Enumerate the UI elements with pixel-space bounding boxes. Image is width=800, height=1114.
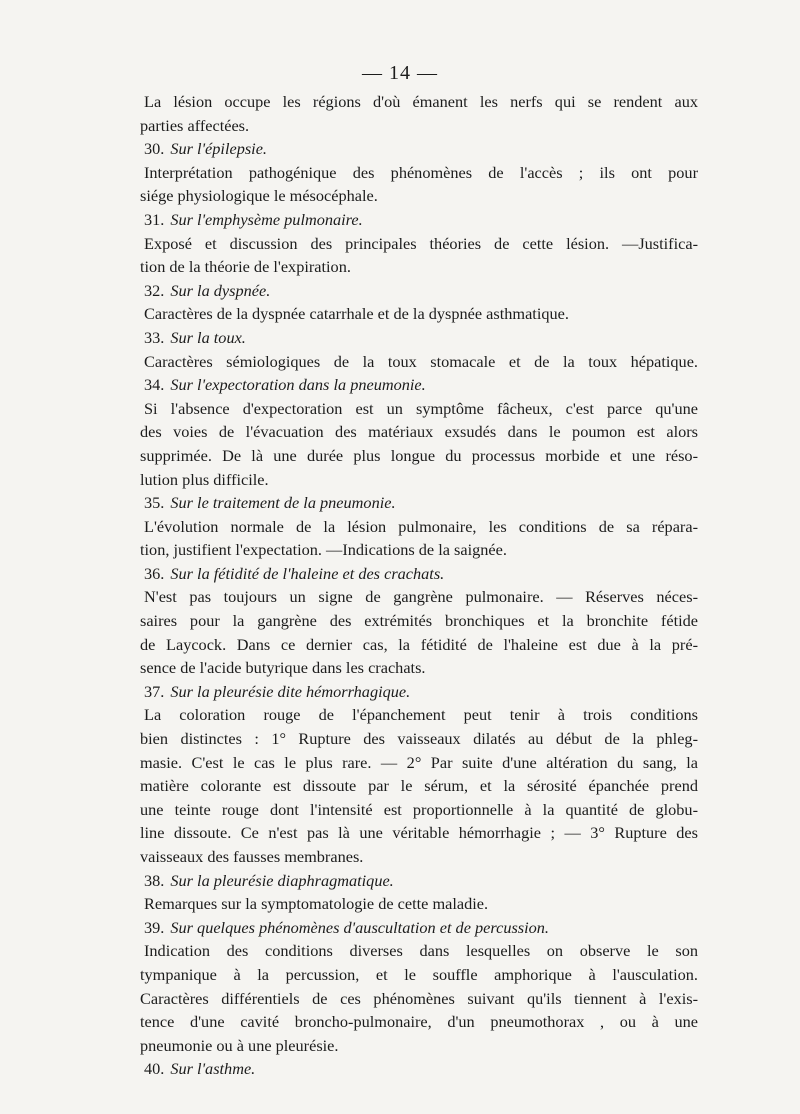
section-title: Sur la dyspnée. bbox=[170, 280, 271, 300]
section-heading bbox=[140, 279, 698, 303]
text-line: Exposé et discussion des principales théories de cette lésion. —Justifica- bbox=[144, 233, 698, 253]
section-heading bbox=[140, 491, 698, 515]
section-title: Sur quelques phénomènes d'auscultation et de percussion. bbox=[170, 917, 550, 937]
section-number: 33. bbox=[144, 327, 165, 347]
text-line: La lésion occupe les régions d'où émanent les nerfs qui se rendent aux bbox=[144, 92, 698, 111]
section-heading bbox=[140, 1057, 698, 1081]
section-number: 38. bbox=[144, 870, 165, 890]
section-number: 40. bbox=[144, 1059, 165, 1079]
section-title: Sur la fétidité de l'haleine et des crachats. bbox=[170, 563, 445, 583]
text-line: matière colorante est dissoute par le sérum, et la sérosité épanchée prend bbox=[140, 776, 698, 796]
text-line: siége physiologique le mésocéphale. bbox=[140, 186, 378, 206]
section-number: 35. bbox=[144, 493, 165, 513]
section-number: 31. bbox=[144, 209, 165, 229]
section-title: Sur la pleurésie dite hémorrhagique. bbox=[170, 681, 411, 701]
text-line: lution plus difficile. bbox=[140, 469, 269, 489]
text-line: tence d'une cavité broncho-pulmonaire, d'un pneumothorax , ou à une bbox=[140, 1012, 698, 1032]
text-line: vaisseaux des fausses membranes. bbox=[140, 847, 364, 866]
section-title: Sur le traitement de la pneumonie. bbox=[170, 493, 396, 513]
text-line: Interprétation pathogénique des phénomènes de l'accès ; ils ont pour bbox=[144, 162, 698, 182]
text-line: L'évolution normale de la lésion pulmonaire, les conditions de sa répara- bbox=[144, 516, 698, 536]
section-number: 34. bbox=[144, 375, 165, 395]
section-heading bbox=[140, 562, 698, 586]
text-line: bien distinctes : 1° Rupture des vaisseaux dilatés au début de la phleg- bbox=[140, 729, 698, 749]
section-heading bbox=[140, 326, 698, 350]
text-line: tion de la théorie de l'expiration. bbox=[140, 257, 351, 277]
text-line: masie. C'est le cas le plus rare. — 2° Par suite d'une altération du sang, la bbox=[140, 752, 698, 772]
text-line: Remarques sur la symptomatologie de cette maladie. bbox=[144, 894, 489, 914]
section-heading bbox=[140, 680, 698, 704]
section-title: Sur l'épilepsie. bbox=[170, 139, 267, 159]
section-heading bbox=[140, 373, 698, 397]
text-line: une teinte rouge dont l'intensité est proportionnelle à la quantité de globu- bbox=[140, 799, 698, 819]
page-number: — 14 — bbox=[362, 62, 438, 84]
text-line: pneumonie ou à une pleurésie. bbox=[140, 1035, 339, 1055]
section-title: Sur la pleurésie diaphragmatique. bbox=[170, 870, 394, 890]
text-line: des voies de l'évacuation des matériaux exsudés dans le poumon est alors bbox=[140, 422, 698, 442]
section-number: 37. bbox=[144, 681, 165, 701]
section-title: Sur l'emphysème pulmonaire. bbox=[170, 209, 363, 229]
section-number: 32. bbox=[144, 280, 165, 300]
text-line: sence de l'acide butyrique dans les crachats. bbox=[140, 658, 426, 678]
section-heading bbox=[140, 208, 698, 232]
section-title: Sur la toux. bbox=[170, 327, 246, 347]
section-number: 30. bbox=[144, 139, 165, 159]
text-line: parties affectées. bbox=[140, 115, 250, 135]
text-line: supprimée. De là une durée plus longue du processus morbide et une réso- bbox=[140, 445, 698, 465]
text-line: line dissoute. Ce n'est pas là une véritable hémorrhagie ; — 3° Rupture des bbox=[140, 823, 698, 843]
text-line: tympanique à la percussion, et le souffle amphorique à l'ausculation. bbox=[140, 964, 698, 984]
section-heading bbox=[140, 869, 698, 893]
text-line: Caractères de la dyspnée catarrhale et de la dyspnée asthmatique. bbox=[144, 304, 569, 324]
text-line: Caractères sémiologiques de la toux stomacale et de la toux hépatique. bbox=[144, 351, 698, 371]
text-line: de Laycock. Dans ce dernier cas, la fétidité de l'haleine est due à la pré- bbox=[140, 634, 698, 654]
section-title: Sur l'expectoration dans la pneumonie. bbox=[170, 375, 426, 395]
text-line: saires pour la gangrène des extrémités bronchiques et la bronchite fétide bbox=[140, 611, 698, 631]
section-heading bbox=[140, 137, 698, 161]
text-line: La coloration rouge de l'épanchement peut tenir à trois conditions bbox=[144, 705, 698, 725]
body-text bbox=[140, 90, 698, 1081]
section-heading bbox=[140, 916, 698, 940]
text-line: Si l'absence d'expectoration est un symptôme fâcheux, c'est parce qu'une bbox=[144, 398, 698, 418]
section-title: Sur l'asthme. bbox=[170, 1059, 256, 1079]
text-line: N'est pas toujours un signe de gangrène pulmonaire. — Réserves néces- bbox=[144, 587, 698, 607]
text-line: Caractères différentiels de ces phénomènes suivant qu'ils tiennent à l'exis- bbox=[140, 988, 698, 1008]
section-number: 36. bbox=[144, 563, 165, 583]
text-line: Indication des conditions diverses dans lesquelles on observe le son bbox=[144, 941, 698, 961]
section-number: 39. bbox=[144, 917, 165, 937]
text-line: tion, justifient l'expectation. —Indications de la saignée. bbox=[140, 540, 507, 560]
